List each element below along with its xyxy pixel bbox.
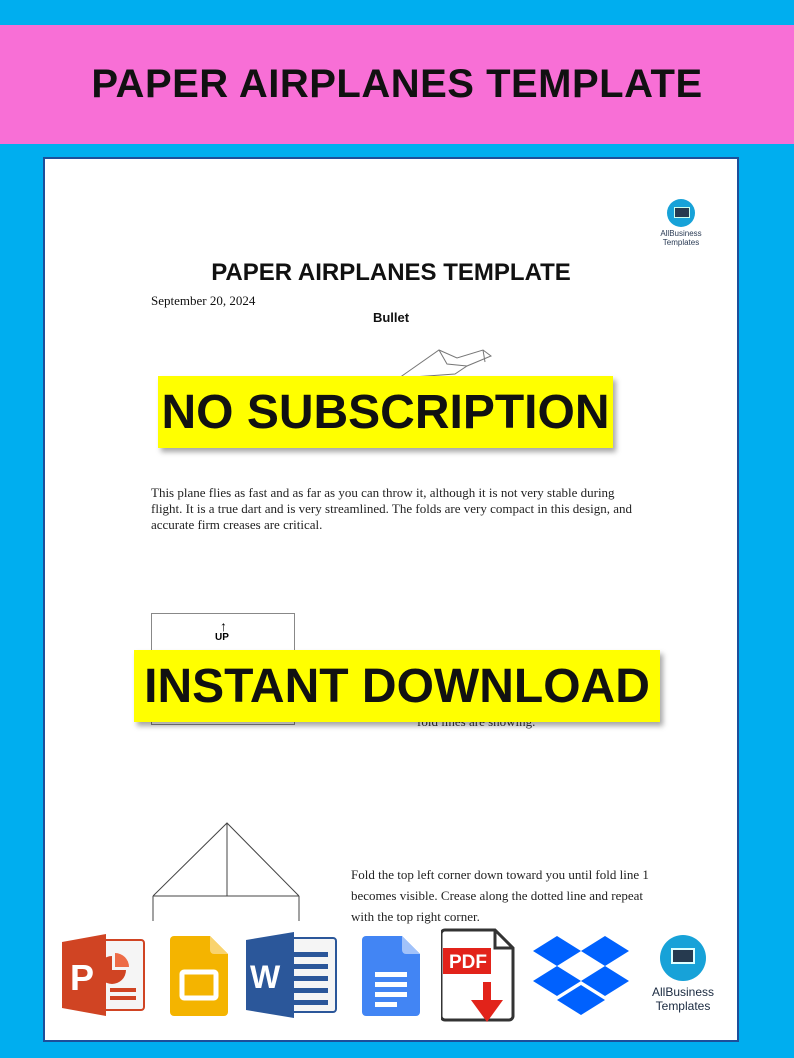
instant-download-stamp: INSTANT DOWNLOAD [134, 650, 660, 722]
brand-line-1: AllBusiness [651, 985, 715, 999]
svg-text:W: W [250, 959, 281, 995]
document-preview [43, 157, 739, 1042]
up-arrow-icon: ↑ [220, 618, 227, 634]
dropbox-icon [533, 936, 629, 1022]
fold-instruction-2: Fold the top left corner down toward you until fold line 1 becomes visible. Crease along the dotted line and repeat with the top right corner. [351, 867, 649, 924]
pdf-icon [441, 928, 517, 1024]
monitor-icon [667, 199, 695, 227]
banner-title: PAPER AIRPLANES TEMPLATE [91, 62, 703, 106]
description-paragraph: This plane flies as fast and as far as you can throw it, although it is not very stable during flight. It is a true dart and is very streamlined. The folds are very compact in this design, and accurate firm creases are critical. [151, 485, 632, 532]
allbusiness-logo-small [656, 199, 706, 247]
word-icon [246, 932, 338, 1018]
brand-line-2: Templates [655, 999, 711, 1013]
powerpoint-icon [62, 934, 146, 1016]
document-date: September 20, 2024 [151, 293, 256, 308]
no-subscription-stamp: NO SUBSCRIPTION [158, 376, 613, 448]
up-label: UP [215, 632, 229, 643]
svg-text:P: P [70, 957, 95, 998]
title-banner [0, 25, 794, 144]
document-subtitle: Bullet [372, 310, 410, 325]
monitor-icon [660, 935, 706, 981]
fold-diagram [151, 821, 301, 921]
document-title: PAPER AIRPLANES TEMPLATE [211, 259, 571, 286]
google-docs-icon [362, 936, 420, 1016]
allbusiness-logo [646, 935, 720, 1013]
svg-text:PDF: PDF [449, 952, 487, 973]
google-slides-icon [170, 936, 228, 1016]
brand-label: AllBusiness Templates [660, 229, 702, 247]
